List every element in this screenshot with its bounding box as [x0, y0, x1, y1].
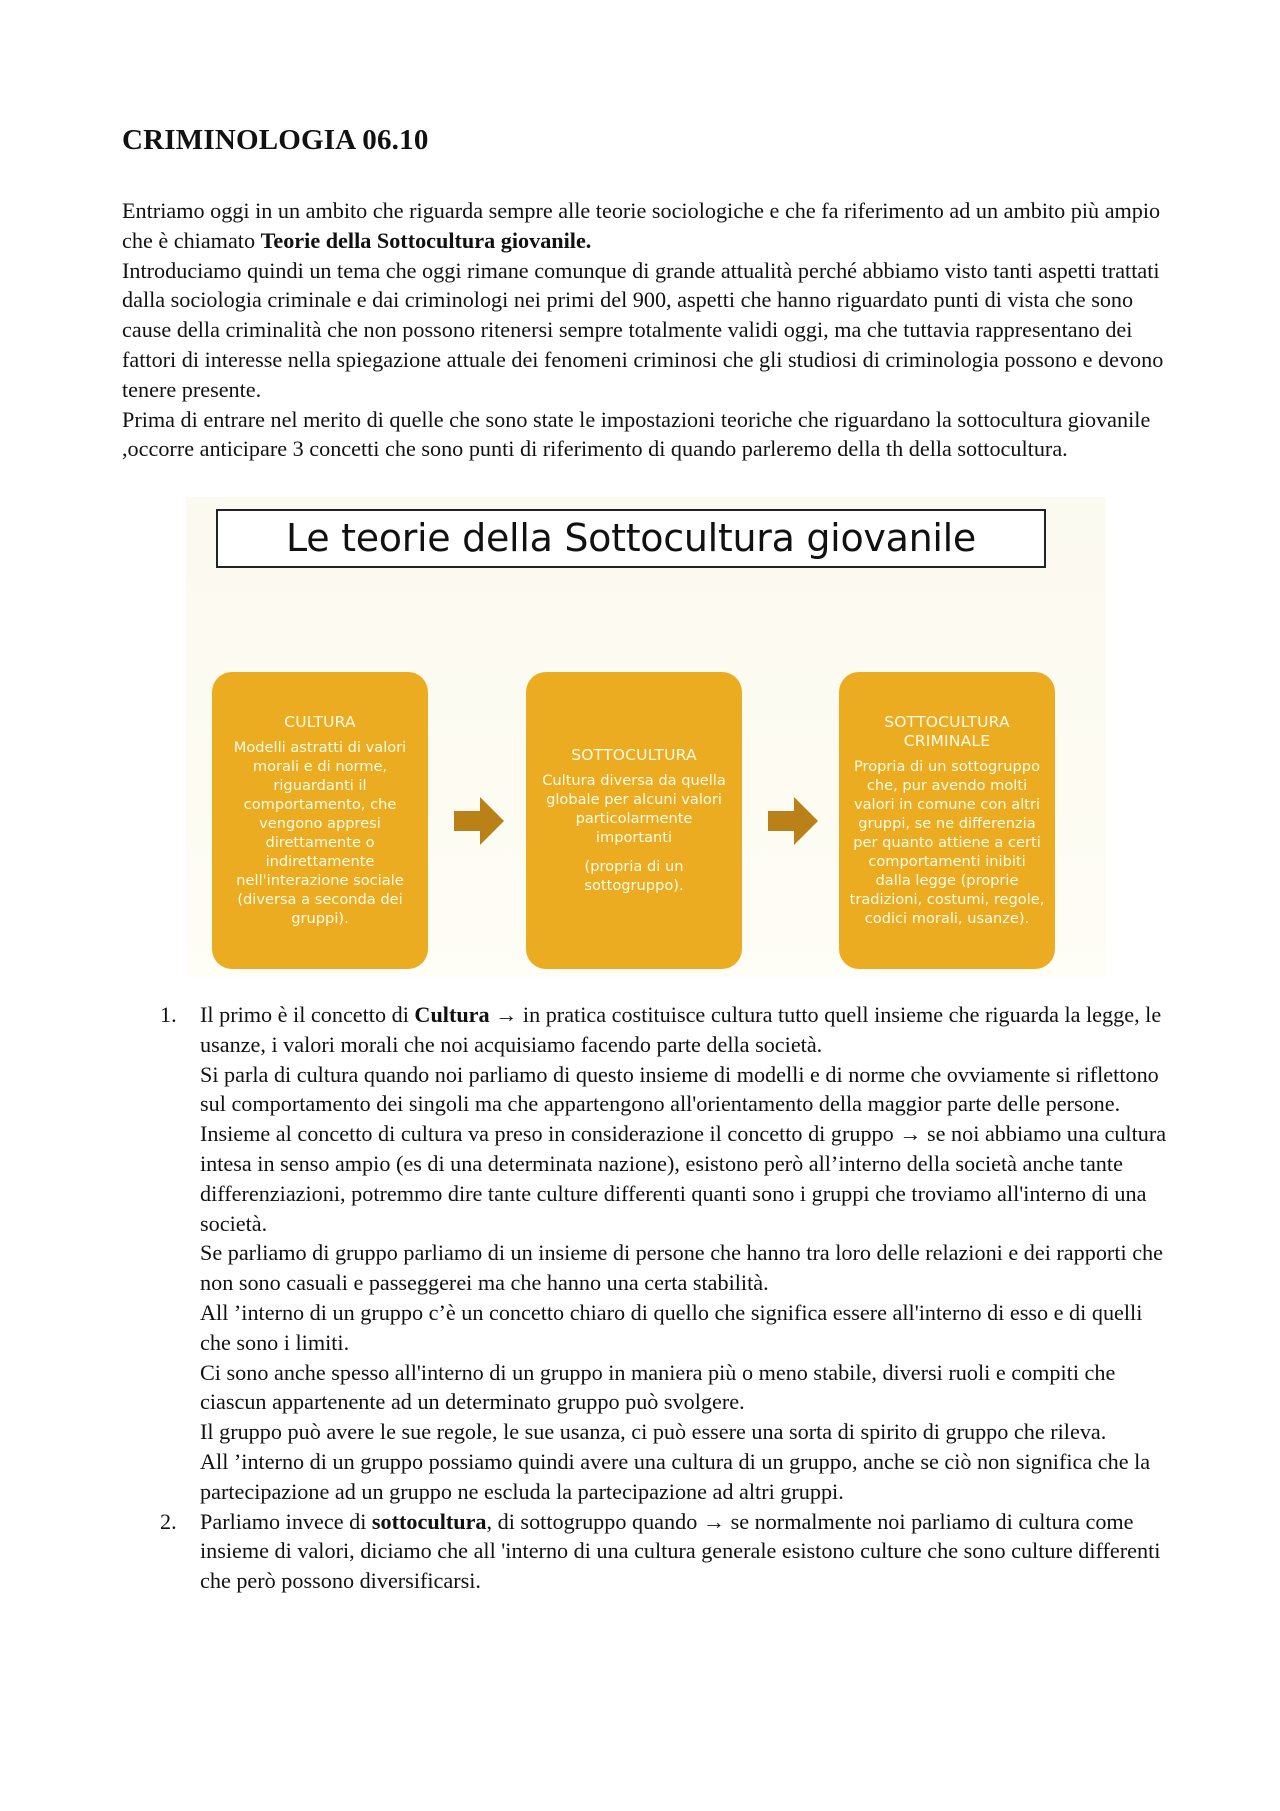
list-item-paragraph: All ’interno di un gruppo possiamo quindi avere una cultura di un gruppo, anche se ciò non significa che la partecipazione ad un gruppo ne escluda la partecipazione ad altri gruppi.	[200, 1448, 1151, 1504]
figure-title: Le teorie della Sottocultura giovanile	[216, 509, 1046, 568]
list-item	[122, 1000, 1172, 1507]
box-sottocultura-sub: (propria di un sottogruppo).	[584, 858, 684, 894]
intro-paragraph-3: Prima di entrare nel merito di quelle che sono state le impostazioni teoriche che riguardano la sottocultura giovanile ,occorre anticipare 3 concetti che sono punti di riferimento di quando parleremo della th della sottocultura.	[122, 406, 1151, 462]
box-sottocultura	[526, 672, 742, 969]
arrow-right-icon	[454, 797, 504, 845]
box-sottocultura-criminale-body: Propria di un sottogruppo che, pur avendo molti valori in comune con altri gruppi, se ne differenzia per quanto attiene a certi comportamenti inibiti dalla legge (proprie tradizioni, costumi, regole, codici morali, usanze).	[849, 758, 1045, 927]
item2-p1-text: Parliamo invece di	[200, 1508, 372, 1534]
item2-p1-bold: sottocultura	[371, 1508, 487, 1534]
list-item-paragraph: Il gruppo può avere le sue regole, le sue usanza, ci può essere una sorta di spirito di gruppo che rileva.	[200, 1419, 1107, 1445]
list-item-paragraph	[200, 1000, 1172, 1060]
item1-p1-bold: Cultura	[414, 1002, 490, 1027]
intro-p1-bold: Teorie della Sottocultura giovanile.	[260, 227, 592, 253]
list-item	[122, 1507, 1172, 1596]
item2-p1-after: , di sottogruppo quando → se normalmente noi parliamo di cultura come insieme di valori, diciamo che all 'interno di una cultura generale esistono culture che sono culture differenti che però possono diversificarsi.	[200, 1508, 1161, 1594]
item1-p1-after: → in pratica costituisce cultura tutto quell insieme che riguarda la legge, le usanze, i valori morali che noi acquisiamo facendo parte della società.	[200, 1002, 1162, 1057]
list-item-paragraph: Si parla di cultura quando noi parliamo di questo insieme di modelli e di norme che ovviamente si riflettono sul comportamento dei singoli ma che appartengono all'orientamento della maggior parte delle persone.	[200, 1061, 1159, 1117]
box-sottocultura-criminale-heading: SOTTOCULTURA CRIMINALE	[884, 713, 1010, 750]
list-item-paragraph	[200, 1507, 1172, 1596]
intro-paragraph-1	[122, 196, 1168, 256]
box-sottocultura-body: Cultura diversa da quella globale per alcuni valori particolarmente importanti	[542, 772, 726, 846]
list-item-number: 1.	[160, 1002, 177, 1027]
item1-p1-text: Il primo è il concetto di	[200, 1002, 415, 1027]
list-item-paragraph: All ’interno di un gruppo c’è un concetto chiaro di quello che significa essere all'interno di esso e di quelli che sono i limiti.	[200, 1299, 1143, 1355]
list-item-number: 2.	[160, 1508, 177, 1534]
box-cultura-body: Modelli astratti di valori morali e di norme, riguardanti il comportamento, che vengono appresi direttamente o indirettamente nell'interazione sociale (diversa a seconda dei gruppi).	[233, 739, 407, 927]
concept-list	[122, 1000, 1172, 1596]
arrow-right-icon	[768, 797, 818, 845]
subculture-figure	[186, 497, 1106, 977]
intro-text	[122, 196, 1168, 464]
list-item-paragraph: Se parliamo di gruppo parliamo di un insieme di persone che hanno tra loro delle relazioni e dei rapporti che non sono casuali e passeggerei ma che hanno una certa stabilità.	[200, 1240, 1163, 1296]
box-cultura-heading: CULTURA	[284, 713, 356, 731]
box-sottocultura-heading: SOTTOCULTURA	[571, 746, 697, 764]
list-item-paragraph: Ci sono anche spesso all'interno di un gruppo in maniera più o meno stabile, diversi ruoli e compiti che ciascun appartenente ad un determinato gruppo può svolgere.	[200, 1359, 1116, 1415]
box-cultura	[212, 672, 428, 969]
intro-p1-text: Entriamo oggi in un ambito che riguarda sempre alle teorie sociologiche e che fa riferimento ad un ambito più ampio che è chiamato	[122, 198, 1161, 253]
list-item-paragraph: Insieme al concetto di cultura va preso in considerazione il concetto di gruppo → se noi abbiamo una cultura intesa in senso ampio (es di una determinata nazione), esistono però all’interno della società anche tante differenziazioni, potremmo dire tante culture differenti quanti sono i gruppi che troviamo all'interno di una società.	[200, 1121, 1167, 1236]
box-sottocultura-criminale	[839, 672, 1055, 969]
document-title: CRIMINOLOGIA 06.10	[122, 124, 429, 156]
intro-paragraph-2: Introduciamo quindi un tema che oggi rimane comunque di grande attualità perché abbiamo visto tanti aspetti trattati dalla sociologia criminale e dai criminologi nei primi del 900, aspetti che hanno riguardato punti di vista che sono cause della criminalità che non possono ritenersi sempre totalmente validi oggi, ma che tuttavia rappresentano dei fattori di interesse nella spiegazione attuale dei fenomeni criminosi che gli studiosi di criminologia possono e devono tenere presente.	[122, 257, 1164, 402]
